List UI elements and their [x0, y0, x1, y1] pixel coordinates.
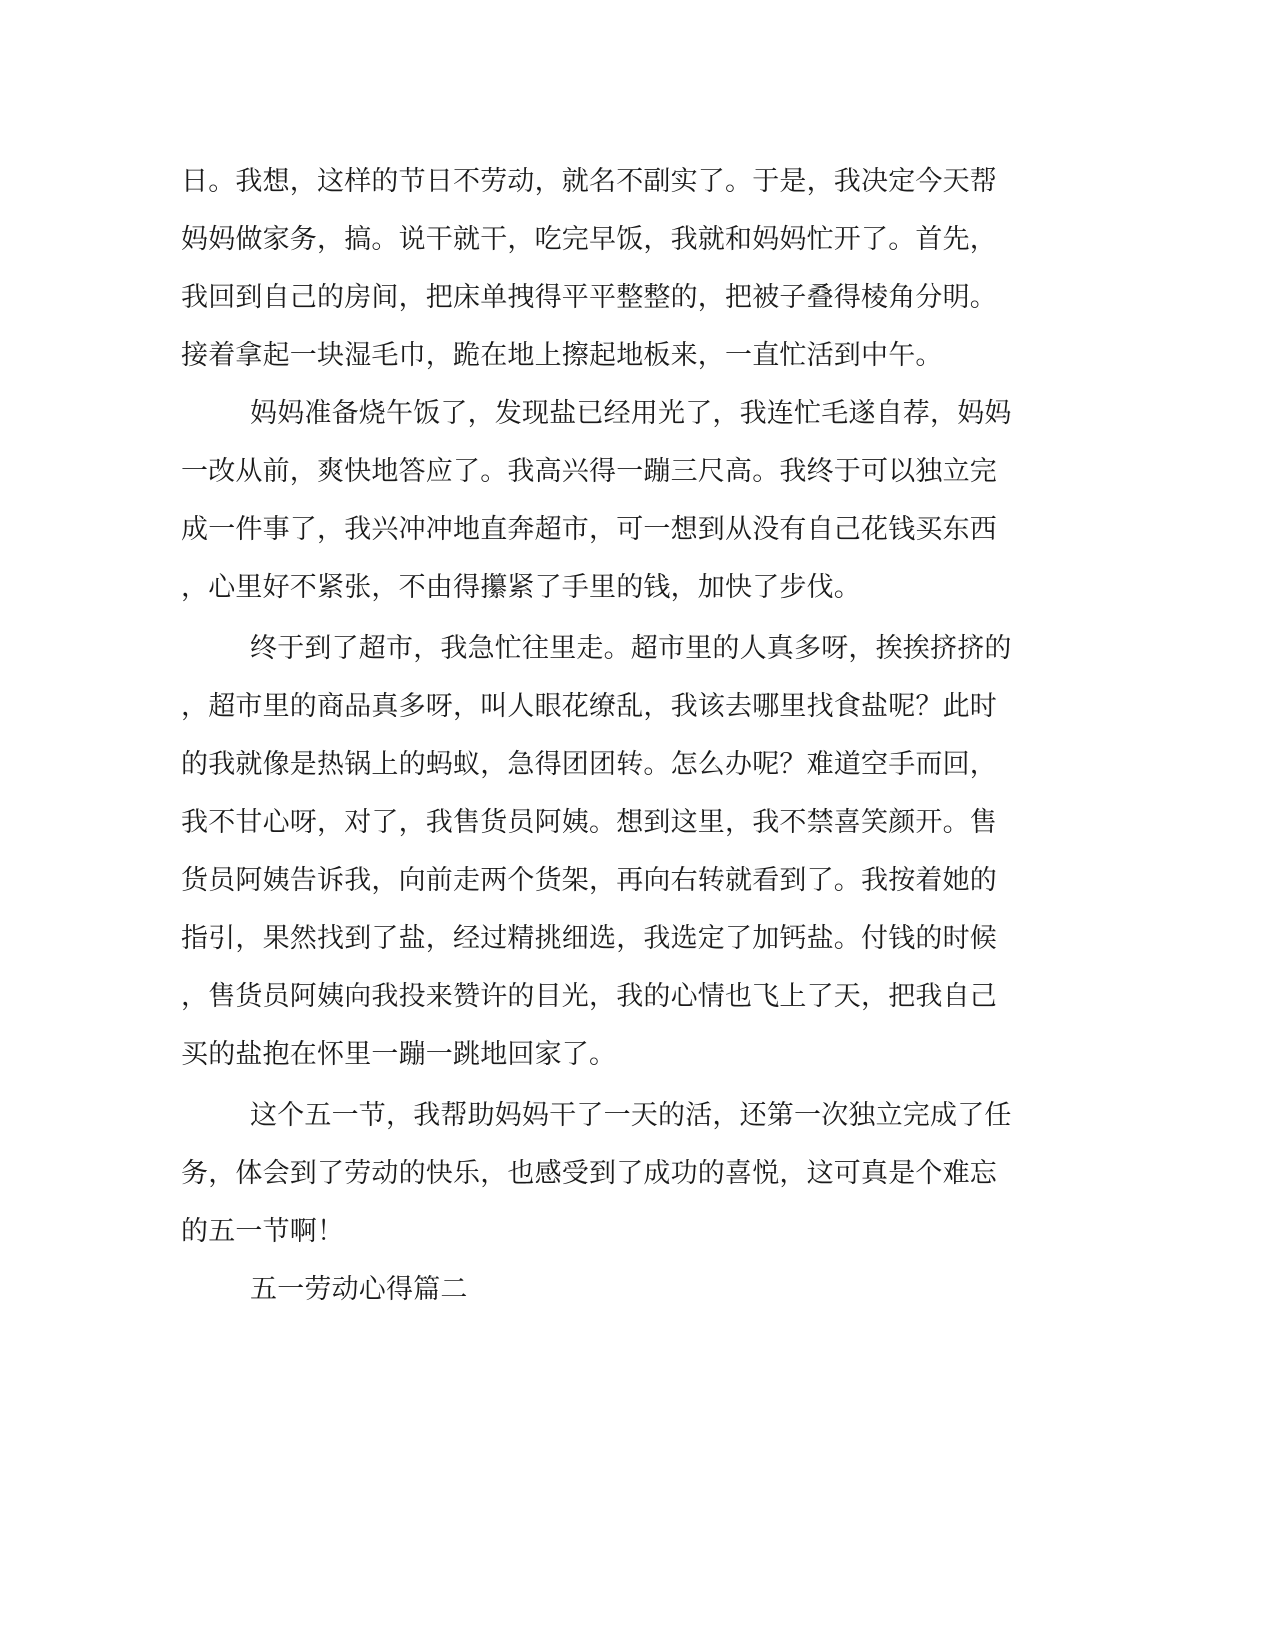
- section-heading: 五一劳动心得篇二: [250, 1274, 468, 1305]
- text-line: 的我就像是热锅上的蚂蚁，急得团团转。怎么办呢？难道空手而回，: [181, 749, 997, 780]
- paragraph-first-line: 终于到了超市，我急忙往里走。超市里的人真多呀，挨挨挤挤的: [250, 633, 1012, 664]
- text-line: 我不甘心呀，对了，我售货员阿姨。想到这里，我不禁喜笑颜开。售: [181, 807, 997, 838]
- text-line: 一改从前，爽快地答应了。我高兴得一蹦三尺高。我终于可以独立完: [181, 456, 997, 487]
- text-line: 妈妈做家务，搞。说干就干，吃完早饭，我就和妈妈忙开了。首先，: [181, 224, 997, 255]
- text-line: ，售货员阿姨向我投来赞许的目光，我的心情也飞上了天，把我自己: [181, 981, 997, 1012]
- text-line: 指引，果然找到了盐，经过精挑细选，我选定了加钙盐。付钱的时候: [181, 923, 997, 954]
- text-line: 我回到自己的房间，把床单拽得平平整整的，把被子叠得棱角分明。: [181, 282, 997, 313]
- text-line: ，超市里的商品真多呀，叫人眼花缭乱，我该去哪里找食盐呢？此时: [181, 691, 997, 722]
- paragraph-first-line: 妈妈准备烧午饭了，发现盐已经用光了，我连忙毛遂自荐，妈妈: [250, 398, 1012, 429]
- text-line: 买的盐抱在怀里一蹦一跳地回家了。: [181, 1039, 617, 1070]
- text-line: 成一件事了，我兴冲冲地直奔超市，可一想到从没有自己花钱买东西: [181, 514, 997, 545]
- text-line: 务，体会到了劳动的快乐，也感受到了成功的喜悦，这可真是个难忘: [181, 1158, 997, 1189]
- text-line: ，心里好不紧张，不由得攥紧了手里的钱，加快了步伐。: [181, 572, 861, 603]
- text-line: 日。我想，这样的节日不劳动，就名不副实了。于是，我决定今天帮: [181, 166, 997, 197]
- text-line: 货员阿姨告诉我，向前走两个货架，再向右转就看到了。我按着她的: [181, 865, 997, 896]
- text-line: 的五一节啊！: [181, 1216, 345, 1247]
- paragraph-first-line: 这个五一节，我帮助妈妈干了一天的活，还第一次独立完成了任: [250, 1100, 1012, 1131]
- text-line: 接着拿起一块湿毛巾，跪在地上擦起地板来，一直忙活到中午。: [181, 340, 943, 371]
